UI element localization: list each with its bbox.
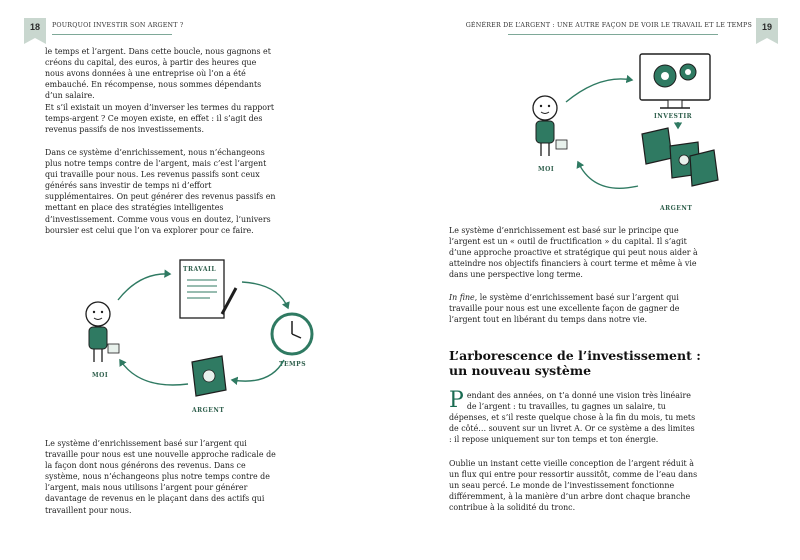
drop-cap: P (449, 388, 464, 413)
money-bills-icon (642, 128, 718, 186)
arrow-me-to-work (118, 274, 170, 300)
paragraph-1: le temps et l’argent. Dans cette boucle, nous gagnons et créons du capital, des euros, à partir des heures que nous avons données à une entreprise où l’on a été embauché. En récompense, nous sommes dépendants d’un salaire. (45, 47, 271, 101)
paragraph-4: Le système d’enrichissement basé sur l’argent qui travaille pour nous est une nouvelle approche radicale de la façon dont nous générons des revenus. Dans ce système, nous n’échangeons plus notre temps contre de l’argent, mais nous utilisons l’argent pour générer davantage de revenus en le plaçant dans des actifs qui travaillent pour nous. (45, 439, 276, 515)
invest-money-cycle-diagram (520, 46, 740, 216)
running-head-rule (52, 34, 172, 35)
section-title (449, 348, 709, 378)
clock-icon (272, 314, 312, 354)
running-head: POURQUOI INVESTIR SON ARGENT ? (52, 22, 184, 29)
arrow-money-to-me (120, 360, 188, 385)
closing-paragraph: Oublie un instant cette vieille conception de l’argent réduit à un flux qui entre pour ressortir aussitôt, comme de l’eau dans un seau percé. Le monde de l’investissement fonctionne différemment, à la manière d’un arbre dont chaque branche contribue à la solidité du tronc. (449, 459, 698, 513)
label-me: MOI (538, 166, 555, 173)
right-page (400, 0, 800, 560)
paragraph-1: Le système d’enrichissement est basé sur le principe que l’argent est un « outil de fructification » du capital. Il s’agit d’une approche proactive et stratégique qui peut nous aider à atteindre nos objectifs financiers à court terme et même à vie dans une perspective long terme. (449, 226, 698, 280)
label-money: ARGENT (192, 407, 225, 414)
label-money: ARGENT (660, 205, 693, 212)
arrow-work-to-time (242, 282, 288, 308)
intro-paragraph (449, 390, 699, 445)
page-number: 18 (29, 22, 40, 32)
arrow-time-to-money (232, 360, 284, 381)
running-head: GÉNÉRER DE L’ARGENT : UNE AUTRE FAÇON DE VOIR LE TRAVAIL ET LE TEMPS (465, 22, 752, 29)
section-title-line-2: un nouveau système (449, 363, 592, 378)
label-work: TRAVAIL (183, 266, 217, 273)
computer-gears-icon (640, 54, 710, 108)
work-time-money-cycle-diagram (70, 252, 340, 422)
paragraph-2: Et s’il existait un moyen d’inverser les termes du rapport temps-argent ? Ce moyen existe, en effet : il s’agit des revenus passifs de nos investissements. (45, 103, 274, 135)
infine-lead: In fine (449, 293, 475, 302)
arrow-me-to-invest (566, 79, 632, 102)
paragraph-infine (449, 292, 699, 325)
person-icon (86, 302, 119, 362)
label-me: MOI (92, 372, 109, 379)
label-invest: INVESTIR (654, 113, 693, 120)
page-number-tab (756, 18, 778, 38)
person-icon (533, 96, 567, 156)
arrow-money-to-me (578, 162, 638, 188)
section-title-line-1: L’arborescence de l’investissement : (449, 348, 701, 363)
page-number-tab (24, 18, 46, 38)
page-number: 19 (761, 22, 772, 32)
intro-text: endant des années, on t’a donné une vision très linéaire de l’argent : tu travailles, tu gagnes un salaire, tu dépenses, et s’il reste quelque chose à la fin du mois, tu mets de côté… souvent sur un livret A. Or ce système a des limites : il repose uniquement sur ton temps et ton énergie. (449, 391, 696, 445)
label-time: TEMPS (279, 361, 307, 368)
paragraph-3: Dans ce système d’enrichissement, nous n’échangeons plus notre temps contre de l’argent, mais c’est l’argent qui travaille pour nous. Les revenus passifs sont ceux générés sans investir de temps ni d’effort supplémentaires. On peut générer des revenus passifs en mettant en place des stratégies intelligentes d’investissement. Comme vous vous en doutez, l’univers boursier est celui que l’on va explorer pour ce faire. (45, 148, 276, 235)
money-bill-icon (192, 356, 226, 396)
running-head-rule (508, 34, 718, 35)
infine-rest: , le système d’enrichissement basé sur l’argent qui travaille pour nous est une excellente façon de gagner de l’argent tout en libérant du temps dans notre vie. (449, 293, 680, 325)
